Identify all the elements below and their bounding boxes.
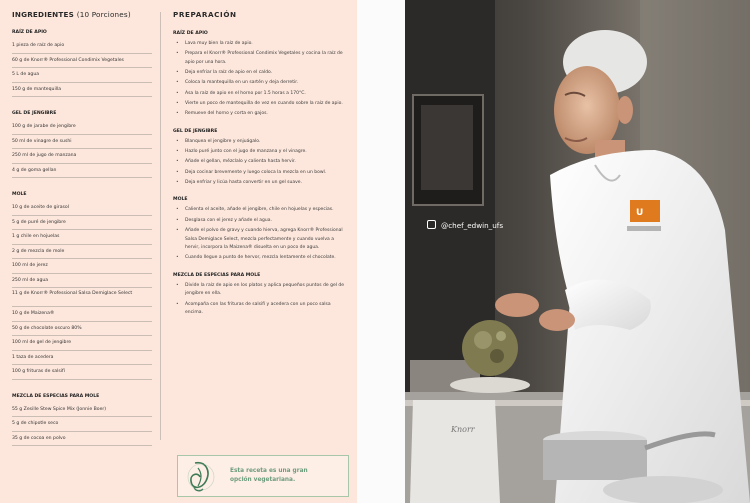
vegetarian-text (230, 467, 308, 484)
preparation-section-heading: MEZCLA DE ESPECIAS PARA MOLE (173, 272, 261, 278)
ingredients-column (12, 10, 152, 446)
step-item: • Hazlo puré junto con el jugo de manzana y el vinagre. (173, 148, 349, 157)
ingredient-item: 55 g Zesille Stew Spice Mix (Jonnie Boer) (12, 403, 152, 418)
ingredient-item: 2 g de mezcla de mole (12, 245, 152, 260)
vegetarian-line-2: opción vegetariana. (230, 476, 296, 483)
ingredient-item: 10 g de aceite de girasol (12, 201, 152, 216)
step-item: • Deja enfriar la raíz de apio en el caldo. (173, 69, 349, 78)
ingredients-section-heading: GEL DE JENGIBRE (12, 111, 57, 116)
ingredient-item: 50 ml de vinagre de sushi (12, 135, 152, 150)
step-item: • Cuando llegue a punto de hervor, mezcla lentamente el chocolate. (173, 254, 349, 263)
ingredient-item: 5 L de agua (12, 68, 152, 83)
step-item: • Prepara el Knorr® Professional Condimix Vegetales y cocina la raíz de apio por una hora. (173, 50, 349, 67)
ingredient-item: 100 ml de jerez (12, 259, 152, 274)
ingredient-item: 100 g frituras de salsifí (12, 365, 152, 380)
ingredients-section-heading: RAÍZ DE APIO (12, 30, 47, 35)
step-item: • Deja cocinar brevemente y luego coloca la mezcla en un bowl. (173, 169, 349, 178)
step-item: • Vierte un poco de mantequilla de vez en cuando sobre la raíz de apio. (173, 100, 349, 109)
column-divider (160, 12, 161, 440)
ingredient-item: 50 g de chocolate oscuro 80% (12, 322, 152, 337)
ingredient-item: 5 g de chipotle seco (12, 417, 152, 432)
ingredient-item: 10 g de Maizena® (12, 307, 152, 322)
ingredient-item (12, 54, 152, 69)
ingredient-item: 11 g de Knorr® Professional Salsa Demiglace Select (12, 288, 152, 307)
step-item: • Coloca la mantequilla en un sartén y deja derretir. (173, 79, 349, 88)
preparation-column (173, 10, 349, 328)
ingredients-section-heading: MOLE (12, 192, 27, 197)
ingredient-item: 1 taza de acedera (12, 351, 152, 366)
step-item: • Calienta el aceite, añade el jengibre, chile en hojuelas y especias. (173, 206, 349, 215)
ingredient-item: 250 ml de jugo de manzana (12, 149, 152, 164)
preparation-section-heading: MOLE (173, 197, 188, 203)
step-item: • Deja enfriar y licúa hasta convertir en un gel suave. (173, 179, 349, 188)
jar-label: Knorr (451, 425, 475, 434)
instagram-handle[interactable] (427, 220, 503, 230)
step-item: • Blanquea el jengibre y enjuágalo. (173, 138, 349, 147)
preparation-section-heading: RAÍZ DE APIO (173, 31, 208, 36)
chef-photo-illustration (405, 0, 750, 503)
recipe-page (0, 0, 357, 503)
step-item: • Remueve del horno y corta en gajos. (173, 110, 349, 119)
ingredient-item: 1 g chile en hojuelas (12, 230, 152, 245)
step-list (173, 138, 349, 188)
chef-photo (405, 0, 750, 503)
ingredient-item: 35 g de cocoa en polvo (12, 432, 152, 447)
ingredient-item: 4 g de goma gellan (12, 164, 152, 179)
ingredients-section-heading: MEZCLA DE ESPECIAS PARA MOLE (12, 393, 100, 399)
preparation-section-heading: GEL DE JENGIBRE (173, 128, 218, 134)
ingredient-item: 5 g de puré de jengibre (12, 216, 152, 231)
ingredient-item: 250 ml de agua (12, 274, 152, 289)
step-list (173, 40, 349, 119)
step-item: • Asa la raíz de apio en el horno por 1.5 horas a 170°C. (173, 90, 349, 99)
step-item: • Desglasa con el jerez y añade el agua. (173, 217, 349, 226)
portions-label: (10 Porciones) (76, 10, 131, 19)
ingredient-item: 100 g de jarabe de jengibre (12, 120, 152, 135)
step-item: • Lava muy bien la raíz de apio. (173, 40, 349, 49)
ingredient-item: 150 g de mantequilla (12, 83, 152, 98)
step-list (173, 206, 349, 262)
step-item: • Añade el gellan, mézclalo y calienta hasta hervir. (173, 158, 349, 167)
ingredient-text: 60 g de Knorr® Professional Condimix Vegetales (12, 57, 124, 63)
step-item: • Divide la raíz de apio en los platos y aplica pequeños puntos de gel de jengibre en ella. (173, 282, 349, 299)
page-gutter (357, 0, 405, 503)
step-item: • Añade el polvo de gravy y cuando hierva, agrega Knorr® Professional Salsa Demiglace Select, mezcla perfectamente y cuando vuelva a hervir, incorpora la Maizena® disuelta en un poco de agua. (173, 227, 349, 253)
preparation-title: PREPARACIÓN (173, 10, 237, 19)
instagram-icon (427, 220, 436, 229)
ingredient-item: 100 ml de gel de jengibre (12, 336, 152, 351)
ingredients-title (12, 10, 152, 19)
vegetarian-callout (177, 455, 349, 497)
ingredients-heading: INGREDIENTES (12, 10, 74, 19)
ingredient-item: 1 pieza de raíz de apio (12, 39, 152, 54)
step-item: • Acompaña con las frituras de salsifí y acedera con un poco salsa encima. (173, 301, 349, 318)
unilever-logo: U (636, 208, 644, 218)
vegetarian-line-1: Esta receta es una gran (230, 468, 308, 474)
leaf-icon (186, 459, 216, 493)
step-list (173, 282, 349, 318)
handle-text: @chef_edwin_ufs (441, 221, 504, 230)
